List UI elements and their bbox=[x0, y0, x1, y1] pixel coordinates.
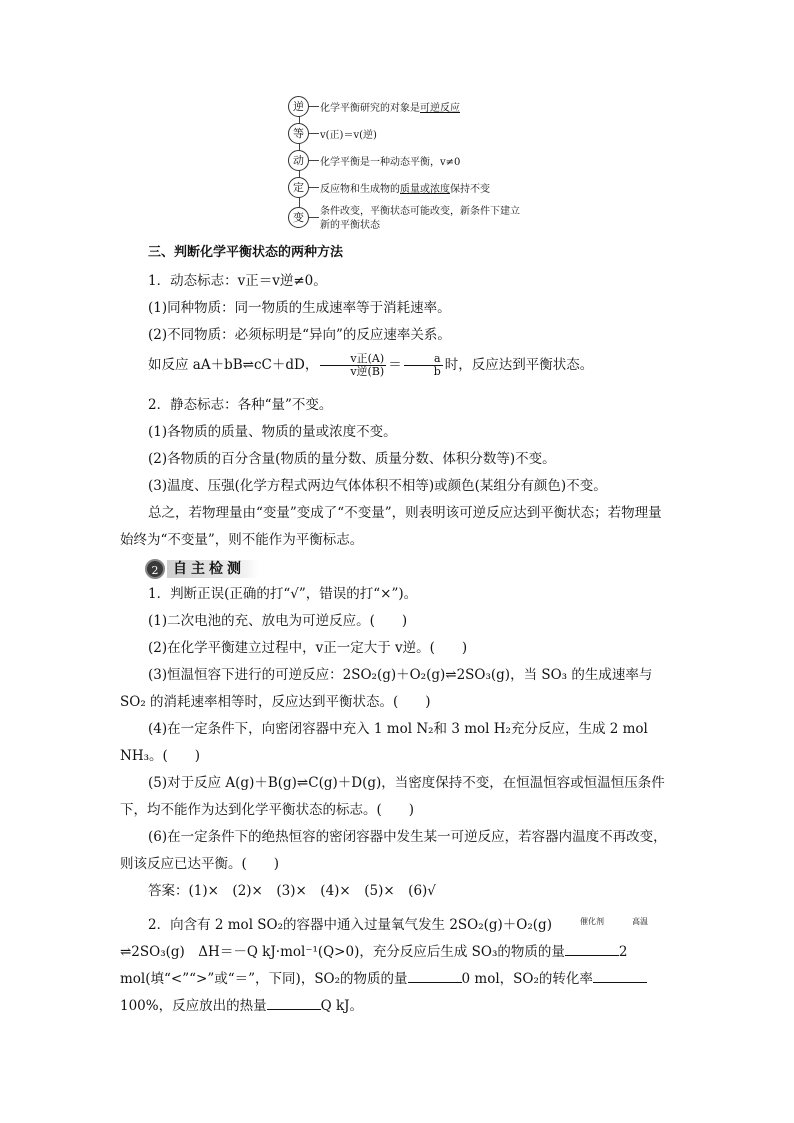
badge-label: 自主检测 bbox=[167, 560, 259, 578]
equilibrium-features-diagram bbox=[286, 94, 586, 244]
static-item1-para: (1)各物质的质量、物质的量或浓度不变。 bbox=[148, 424, 397, 440]
q2-part1: 2．向含有 2 mol SO₂的容器中通入过量氧气发生 2SO₂(g)＋O₂(g) bbox=[148, 917, 552, 933]
node-text-post: 保持不变 bbox=[450, 184, 490, 195]
node-connector bbox=[309, 217, 319, 218]
fraction-numerator: a bbox=[404, 353, 443, 366]
example-text-pre: 如反应 aA＋bB⇌cC＋dD， bbox=[148, 357, 319, 373]
q2-part6: Q kJ。 bbox=[320, 998, 364, 1014]
node-text-line1: 条件改变，平衡状态可能改变，新条件下建立 bbox=[320, 206, 520, 217]
node-text-pre: 化学平衡研究的对象是 bbox=[320, 103, 420, 114]
coef-fraction bbox=[404, 353, 443, 378]
example-text-post: 时，反应达到平衡状态。 bbox=[444, 357, 594, 373]
node-text-line2: 新的平衡状态 bbox=[320, 220, 380, 231]
static-marker-para: 2．静态标志：各种“量”不变。 bbox=[148, 397, 333, 413]
diagram-node-ni bbox=[286, 96, 460, 118]
node-connector bbox=[309, 133, 319, 134]
self-check-badge bbox=[145, 558, 259, 580]
badge-number: 2 bbox=[145, 559, 165, 579]
q2-part4: 0 mol，SO₂的转化率 bbox=[461, 971, 593, 987]
diagram-node-bian bbox=[286, 206, 520, 231]
q1-item-5: (5)对于反应 A(g)＋B(g)⇌C(g)＋D(g)，当密度保持不变，在恒温恒容或恒温恒压条件下，均不能作为达到化学平衡状态的标志。( ) bbox=[120, 775, 665, 818]
fraction-numerator: v正(A) bbox=[320, 353, 386, 366]
node-text: 化学平衡是一种动态平衡，v≠0 bbox=[320, 157, 461, 168]
node-text-pre: 反应物和生成物的 bbox=[320, 184, 400, 195]
node-char: 定 bbox=[288, 177, 309, 198]
q2-text bbox=[120, 912, 674, 1020]
diagram-node-deng bbox=[286, 123, 377, 145]
diagram-node-dong bbox=[286, 150, 461, 172]
node-text bbox=[320, 205, 520, 233]
static-item2-para: (2)各物质的百分含量(物质的量分数、质量分数、体积分数等)不变。 bbox=[148, 451, 556, 467]
diagram-node-ding bbox=[286, 177, 490, 199]
node-text-underline: 可逆反应 bbox=[420, 103, 460, 114]
summary-para: 总之，若物理量由“变量”变成了“不变量”，则表明该可逆反应达到平衡状态；若物理量始终为“不变量”，则不能作为平衡标志。 bbox=[120, 505, 662, 548]
answer-blank-2[interactable] bbox=[408, 982, 462, 983]
static-item3-para: (3)温度、压强(化学方程式两边气体体积不相等)或颜色(某组分有颜色)不变。 bbox=[148, 478, 607, 494]
node-char: 等 bbox=[288, 123, 309, 144]
answer-blank-3[interactable] bbox=[593, 982, 647, 983]
fraction-denominator: b bbox=[433, 365, 441, 378]
node-char: 变 bbox=[288, 207, 309, 228]
q1-item-1: (1)二次电池的充、放电为可逆反应。( ) bbox=[148, 613, 408, 629]
rate-fraction bbox=[320, 353, 386, 378]
q1-item-2: (2)在化学平衡建立过程中，v正一定大于 v逆。( ) bbox=[148, 640, 468, 656]
q1-item-4: (4)在一定条件下，向密闭容器中充入 1 mol N₂和 3 mol H₂充分反应，生成 2 mol NH₃。( ) bbox=[120, 721, 648, 764]
node-connector bbox=[309, 160, 319, 161]
node-char: 动 bbox=[288, 150, 309, 171]
different-substance-para: (2)不同物质：必须标明是“异向”的反应速率关系。 bbox=[148, 327, 451, 343]
reaction-example-para bbox=[120, 352, 674, 379]
q2-part5: 100%，反应放出的热量 bbox=[120, 998, 267, 1014]
q1-answer: 答案：(1)× (2)× (3)× (4)× (5)× (6)√ bbox=[148, 883, 436, 899]
node-text: v(正)＝v(逆) bbox=[320, 130, 377, 141]
fraction-denominator: v逆(B) bbox=[350, 365, 385, 378]
dynamic-marker-para: 1．动态标志：v正＝v逆≠0。 bbox=[148, 273, 327, 289]
equals-sign: ＝ bbox=[388, 357, 402, 373]
answer-blank-4[interactable] bbox=[267, 1009, 321, 1010]
node-char: 逆 bbox=[288, 96, 309, 117]
node-text bbox=[320, 180, 490, 195]
node-text bbox=[320, 99, 460, 114]
node-text-underline: 质量或浓度 bbox=[400, 184, 450, 195]
node-connector bbox=[309, 106, 319, 107]
node-connector bbox=[309, 187, 319, 188]
catalyst-label: 催化剂 bbox=[579, 916, 604, 926]
answer-blank-1[interactable] bbox=[565, 955, 619, 956]
q1-item-3: (3)恒温恒容下进行的可逆反应：2SO₂(g)＋O₂(g)⇌2SO₃(g)，当 SO₃ 的生成速率与 SO₂ 的消耗速率相等时，反应达到平衡状态。( ) bbox=[120, 667, 653, 710]
condition-label: 高温 bbox=[631, 916, 648, 926]
q2-part3: 2 mol(填“<”“>”或“＝”，下同)，SO₂的物质的量 bbox=[120, 944, 628, 987]
q2-part2: ⇌2SO₃(g) ΔH＝－Q kJ·mol⁻¹(Q>0)，充分反应后生成 SO₃的物质的量 bbox=[120, 944, 565, 960]
section-heading: 三、判断化学平衡状态的两种方法 bbox=[148, 245, 344, 260]
q1-item-6: (6)在一定条件下的绝热恒容的密闭容器中发生某一可逆反应，若容器内温度不再改变，则该反应已达平衡。( ) bbox=[120, 829, 667, 872]
q1-stem: 1．判断正误(正确的打“√”，错误的打“×”)。 bbox=[148, 586, 418, 602]
same-substance-para: (1)同种物质：同一物质的生成速率等于消耗速率。 bbox=[148, 300, 451, 316]
